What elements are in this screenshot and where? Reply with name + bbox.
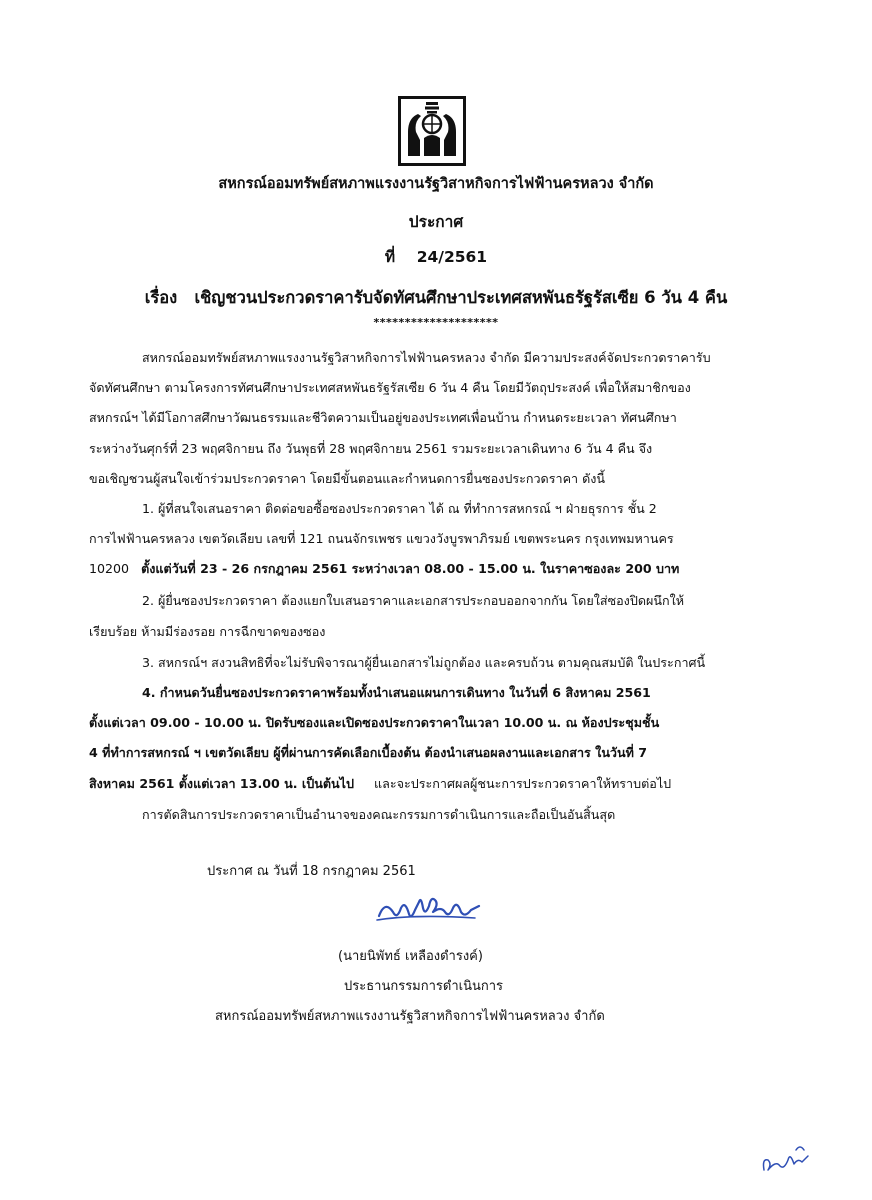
- corner-initials-icon: [758, 1140, 814, 1178]
- intro-line: สหกรณ์ฯ ได้มีโอกาสศึกษาวัฒนธรรมและชีวิตความเป็นอยู่ของประเทศเพื่อนบ้าน กำหนดระยะเวลา ทัศนศึกษา: [89, 410, 677, 425]
- organization-heading: สหกรณ์ออมทรัพย์สหภาพแรงงานรัฐวิสาหกิจการไฟฟ้านครหลวง จำกัด: [218, 176, 654, 192]
- item1-line: 1. ผู้ที่สนใจเสนอราคา ติดต่อขอซื้อซองประกวดราคา ได้ ณ ที่ทำการสหกรณ์ ฯ ฝ่ายธุรการ ชั้น 2: [142, 501, 657, 516]
- item4-line: 4. กำหนดวันยื่นซองประกวดราคาพร้อมทั้งนำเสนอแผนการเดินทาง ในวันที่ 6 สิงหาคม 2561: [142, 685, 651, 700]
- signer-name: (นายนิพัทธ์ เหลืองดำรงค์): [338, 949, 483, 964]
- item1-schedule: ตั้งแต่วันที่ 23 - 26 กรกฎาคม 2561 ระหว่างเวลา 08.00 - 15.00 น. ในราคาซองละ 200 บาท: [141, 561, 680, 576]
- subject-label: เรื่อง: [144, 288, 178, 307]
- item1-line: การไฟฟ้านครหลวง เขตวัดเลียบ เลขที่ 121 ถนนจักรเพชร แขวงวังบูรพาภิรมย์ เขตพระนคร กรุงเทพมหานคร: [89, 531, 674, 546]
- intro-line: ขอเชิญชวนผู้สนใจเข้าร่วมประกวดราคา โดยมีขั้นตอนและกำหนดการยื่นซองประกวดราคา ดังนี้: [89, 471, 605, 486]
- closing-line: การตัดสินการประกวดราคาเป็นอำนาจของคณะกรรมการดำเนินการและถือเป็นอันสิ้นสุด: [142, 807, 616, 822]
- item3-line: 3. สหกรณ์ฯ สงวนสิทธิที่จะไม่รับพิจารณาผู้ยื่นเอกสารไม่ถูกต้อง และครบถ้วน ตามคุณสมบัติ ในประกาศนี้: [142, 655, 706, 670]
- number-label: ที่: [384, 248, 396, 266]
- announcement-date: ประกาศ ณ วันที่ 18 กรกฎาคม 2561: [207, 864, 416, 879]
- item4-line-last: [89, 775, 671, 793]
- item4-line: ตั้งแต่เวลา 09.00 - 10.00 น. ปิดรับซองและเปิดซองประกวดราคาในเวลา 10.00 น. ณ ห้องประชุมชั้น: [89, 715, 660, 730]
- subject-text: เชิญชวนประกวดราคารับจัดทัศนศึกษาประเทศสหพันธรัฐรัสเซีย 6 วัน 4 คืน: [194, 288, 728, 307]
- item4-line: 4 ที่ทำการสหกรณ์ ฯ เขตวัดเลียบ ผู้ที่ผ่านการคัดเลือกเบื้องต้น ต้องนำเสนอผลงานและเอกสาร ในวันที่ 7: [89, 745, 648, 760]
- cooperative-logo-icon: [398, 96, 466, 166]
- announcement-heading: ประกาศ: [408, 213, 464, 231]
- separator-stars: ********************: [373, 316, 499, 329]
- announcement-number: [0, 244, 872, 269]
- postal-code: 10200: [89, 561, 130, 576]
- signer-title: ประธานกรรมการดำเนินการ: [344, 979, 504, 994]
- item2-line: เรียบร้อย ห้ามมีร่องรอย การฉีกขาดของซอง: [89, 624, 326, 639]
- subject-heading: [0, 285, 872, 311]
- item4-schedule: สิงหาคม 2561 ตั้งแต่เวลา 13.00 น. เป็นต้นไป: [89, 776, 354, 791]
- signer-organization: สหกรณ์ออมทรัพย์สหภาพแรงงานรัฐวิสาหกิจการไฟฟ้านครหลวง จำกัด: [215, 1009, 605, 1024]
- intro-line: สหกรณ์ออมทรัพย์สหภาพแรงงานรัฐวิสาหกิจการไฟฟ้านครหลวง จำกัด มีความประสงค์จัดประกวดราคารับ: [142, 350, 711, 365]
- item4-result-note: และจะประกาศผลผู้ชนะการประกวดราคาให้ทราบต่อไป: [373, 776, 672, 791]
- signature-icon: [375, 890, 485, 928]
- item2-line: 2. ผู้ยื่นซองประกวดราคา ต้องแยกใบเสนอราคาและเอกสารประกอบออกจากกัน โดยใส่ซองปิดผนึกให้: [142, 593, 685, 608]
- item1-line-last: [89, 560, 679, 578]
- intro-line: จัดทัศนศึกษา ตามโครงการทัศนศึกษาประเทศสหพันธรัฐรัสเซีย 6 วัน 4 คืน โดยมีวัตถุประสงค์ เพื่อให้สมาชิกของ: [89, 380, 691, 395]
- intro-line: ระหว่างวันศุกร์ที่ 23 พฤศจิกายน ถึง วันพุธที่ 28 พฤศจิกายน 2561 รวมระยะเวลาเดินทาง 6 วัน 4 คืน จึง: [89, 441, 653, 456]
- number-value: 24/2561: [416, 248, 488, 266]
